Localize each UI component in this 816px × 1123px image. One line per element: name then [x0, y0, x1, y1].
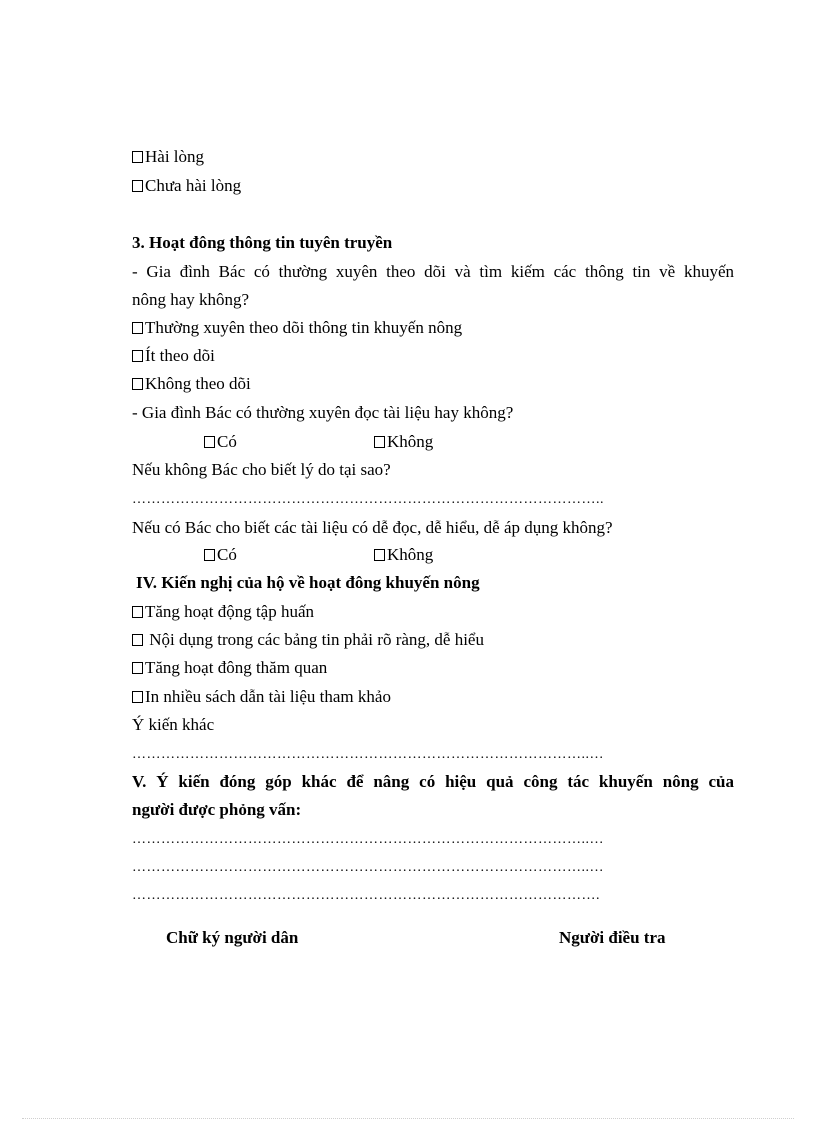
- checkbox-icon[interactable]: [132, 378, 143, 390]
- question-1-line-2: nông hay không?: [132, 290, 250, 309]
- option-label: Tăng hoạt động tập huấn: [145, 602, 315, 621]
- option-label: Nội dụng trong các bảng tin phải rõ ràng, dễ hiểu: [145, 630, 484, 649]
- checkbox-icon[interactable]: [132, 322, 143, 334]
- option-label: Không theo dõi: [145, 374, 251, 393]
- option-noi-dung: [132, 629, 484, 651]
- answer-line-2[interactable]: …………………………………………………………………………………..…: [132, 747, 604, 762]
- option-label: Tăng hoạt đông thăm quan: [145, 658, 328, 677]
- page-bottom-divider: [22, 1118, 794, 1119]
- question-2: - Gia đình Bác có thường xuyên đọc tài liệu hay không?: [132, 403, 514, 422]
- option-chua-hai-long: [132, 175, 241, 197]
- option-hai-long: [132, 146, 204, 168]
- checkbox-icon[interactable]: [132, 180, 143, 192]
- checkbox-icon[interactable]: [132, 350, 143, 362]
- checkbox-icon[interactable]: [204, 549, 215, 561]
- question-1-line-1: - Gia đình Bác có thường xuyên theo dõi và tìm kiếm các thông tin về khuyến: [132, 262, 734, 281]
- signature-resident: Chữ ký người dân: [166, 928, 299, 947]
- option-label: Chưa hài lòng: [145, 176, 242, 195]
- answer-line-3[interactable]: …………………………………………………………………………………..…: [132, 832, 604, 847]
- option-tap-huan: [132, 601, 314, 623]
- section-5-title-line-1: V. Ý kiến đóng góp khác để nâng có hiệu quả công tác khuyến nông của: [132, 772, 734, 791]
- checkbox-icon[interactable]: [374, 436, 385, 448]
- option-label: Không: [387, 432, 434, 451]
- checkbox-icon[interactable]: [204, 436, 215, 448]
- option-it-theo-doi: [132, 345, 215, 367]
- option-yes-1: [204, 431, 237, 453]
- option-label: Thường xuyên theo dõi thông tin khuyến nông: [145, 318, 463, 337]
- checkbox-icon[interactable]: [132, 634, 143, 646]
- option-label: Có: [217, 432, 237, 451]
- option-tham-quan: [132, 657, 327, 679]
- option-khong-theo-doi: [132, 373, 251, 395]
- question-4: Nếu có Bác cho biết các tài liệu có dễ đọc, dễ hiểu, dễ áp dụng không?: [132, 518, 613, 537]
- option-label: Có: [217, 545, 237, 564]
- answer-line-4[interactable]: …………………………………………………………………………………..…: [132, 860, 604, 875]
- section-5-title-line-2: người được phỏng vấn:: [132, 800, 302, 819]
- option-thuong-xuyen: [132, 317, 462, 339]
- option-label: Hài lòng: [145, 147, 205, 166]
- checkbox-icon[interactable]: [132, 662, 143, 674]
- other-opinion-label: Ý kiến khác: [132, 715, 215, 734]
- signature-surveyor: Người điều tra: [559, 928, 666, 947]
- answer-line-5[interactable]: …………………………………………………………………………………….: [132, 888, 600, 903]
- checkbox-icon[interactable]: [132, 606, 143, 618]
- checkbox-icon[interactable]: [374, 549, 385, 561]
- section-4-title: IV. Kiến nghị của hộ về hoạt đông khuyến nông: [136, 573, 480, 592]
- answer-line-1[interactable]: ……………………………………………………………………………………..: [132, 492, 604, 507]
- option-label: In nhiều sách dẫn tài liệu tham khảo: [145, 687, 391, 706]
- option-label: Không: [387, 545, 434, 564]
- option-yes-2: [204, 544, 237, 566]
- option-no-2: [374, 544, 433, 566]
- option-no-1: [374, 431, 433, 453]
- question-3: Nếu không Bác cho biết lý do tại sao?: [132, 460, 391, 479]
- option-label: Ít theo dõi: [145, 346, 215, 365]
- checkbox-icon[interactable]: [132, 691, 143, 703]
- option-sach: [132, 686, 391, 708]
- checkbox-icon[interactable]: [132, 151, 143, 163]
- section-3-title: 3. Hoạt đông thông tin tuyên truyền: [132, 233, 393, 252]
